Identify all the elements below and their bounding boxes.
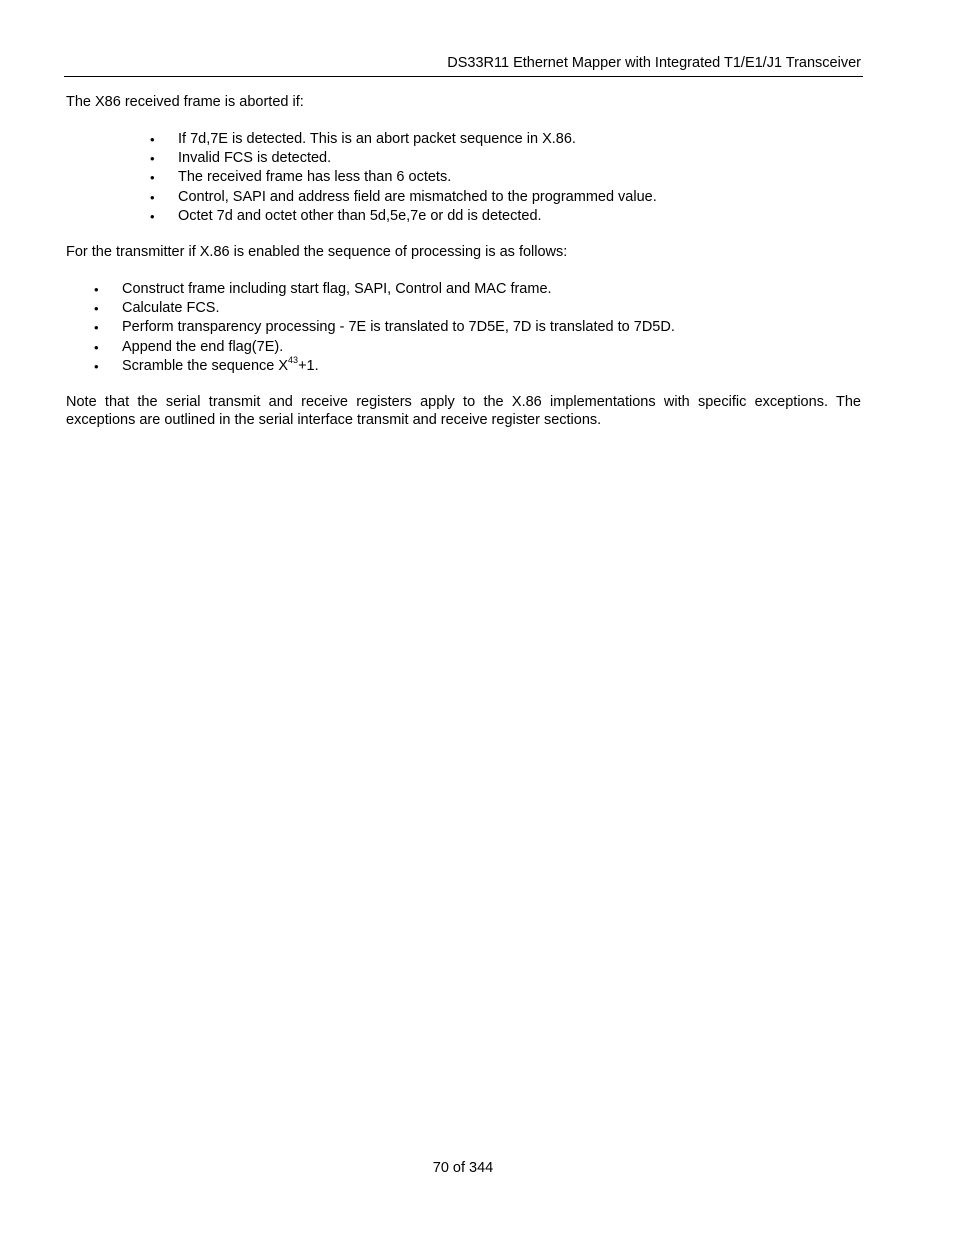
list-item-text: Append the end flag(7E). [122,338,284,355]
transmit-steps-list [94,280,675,376]
document-header-title: DS33R11 Ethernet Mapper with Integrated T1/E1/J1 Transceiver [447,55,861,71]
list-item-text: Control, SAPI and address field are mismatched to the programmed value. [178,188,657,205]
bullet-icon: • [150,151,155,167]
list-item [150,168,657,187]
list-item [150,130,657,149]
transmit-intro-paragraph: For the transmitter if X.86 is enabled the sequence of processing is as follows: [66,244,568,260]
note-line-2: exceptions are outlined in the serial interface transmit and receive register sections. [66,412,602,428]
list-item [150,188,657,207]
bullet-icon: • [150,170,155,186]
bullet-icon: • [94,301,99,317]
scramble-prefix: Scramble the sequence X [122,357,289,374]
list-item [150,207,657,226]
scramble-exponent: 43 [288,354,299,365]
bullet-icon: • [94,282,99,297]
list-item [94,338,675,357]
list-item-text: Invalid FCS is detected. [178,150,332,167]
bullet-icon: • [94,320,99,336]
note-paragraph [66,393,861,429]
note-line-1: Note that the serial transmit and receive registers apply to the X.86 implementations with specific exceptions. The [66,394,861,410]
scramble-suffix: +1. [298,357,319,374]
list-item-text: The received frame has less than 6 octets. [178,169,452,186]
list-item-text: Construct frame including start flag, SAPI, Control and MAC frame. [122,281,552,297]
bullet-icon: • [150,189,155,205]
bullet-icon: • [150,208,155,224]
bullet-icon: • [150,132,155,147]
list-item [94,280,675,299]
list-item [150,149,657,168]
list-item-text: Perform transparency processing - 7E is translated to 7D5E, 7D is translated to 7D5D. [122,319,675,336]
list-item [94,318,675,337]
header-divider [64,76,863,77]
abort-intro-paragraph: The X86 received frame is aborted if: [66,94,304,110]
list-item-text: If 7d,7E is detected. This is an abort packet sequence in X.86. [178,131,576,147]
list-item [94,354,675,376]
list-item-text: Calculate FCS. [122,300,220,317]
abort-conditions-list [150,130,657,226]
page-number: 70 of 344 [432,1160,494,1176]
list-item [94,299,675,318]
bullet-icon: • [94,339,99,355]
bullet-icon: • [94,358,99,374]
list-item-text: Octet 7d and octet other than 5d,5e,7e or dd is detected. [178,207,542,224]
